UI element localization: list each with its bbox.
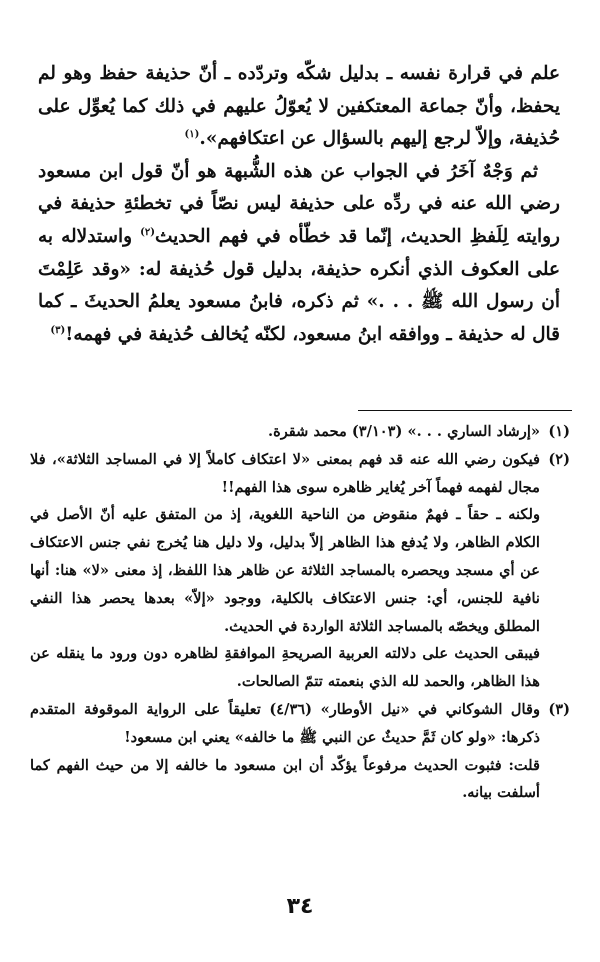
footnote-number: (٣) [548, 700, 570, 718]
footnote-text: وقال الشوكاني في «نيل الأوطار» (٤/٣٦) تعليقاً على الرواية الموقوفة المتقدم ذكرها: «ولو كان ثَمَّ حديثٌ عن النبي ﷺ ما خالفه» يعني ابن مسعود! [30, 700, 541, 746]
footnote-2 [30, 446, 570, 696]
footnote-separator [358, 410, 572, 411]
main-paragraph-1 [38, 58, 560, 156]
footnote-text: قلت: فثبوت الحديث مرفوعاً يؤكّد أن ابن مسعود ما خالفه إلا من حيث الفهم كما أسلفت بيانه. [30, 756, 540, 802]
footnotes [30, 418, 570, 807]
footnote-text: «إرشاد الساري . . .» (٣/١٠٣) محمد شقرة. [268, 423, 540, 440]
footnote-ref-1: (١) [184, 129, 200, 141]
footnote-text: فيكون رضي الله عنه قد فهم بمعنى «لا اعتكاف كاملاً إلا في المساجد الثلاثة»، فلا مجال لفهمه فهماً آخر يُغاير ظاهره سوى هذا الفهم!! [30, 450, 540, 496]
footnote-ref-2: (٢) [140, 226, 155, 238]
main-paragraph-2 [38, 156, 560, 352]
main-paragraph-1-text: علم في قرارة نفسه ـ بدليل شكّه وتردّده ـ أنّ حذيفة حفظ وهو لم يحفظ، وأنّ جماعة المعتكفين لا يُعوّلُ عليهم في ذلك كما يُعوِّل على حُذيفة، وإلاّ لرجع إليهم بالسؤال عن اعتكافهم». [38, 63, 560, 150]
footnote-number: (١) [548, 423, 570, 440]
main-paragraph-2-text-a: ثم وَجْهٌ آخَرُ في الجواب عن هذه الشُّبهة هو أنّ قول ابن مسعود رضي الله عنه في ردِّه على حذيفة ليس نصّاً في تخطئةِ حذيفة في روايته لِلَفظِ الحديث، إنّما قد خطّأه في فهم الحديث [38, 160, 560, 247]
main-text [38, 58, 560, 351]
footnote-text: ولكنه ـ حقاً ـ فهمٌ منقوض من الناحية اللغوية، إذ من المتفق عليه أنّ الأصل في الكلام الظاهر، ولا يُدفع هذا الظاهر إلاّ بدليل، ولا دليل هنا يُخرج نفي جنس الاعتكاف عن أي مسجد ويحصره بالمساجد الثلاثة عن ظاهر هذا اللفظ، إذ معنى «لا» هنا: أنها نافية للجنس، أي: جنس الاعتكاف بالكلية، ووجود «إلاّ» بعدها يحصر هذا النفي المطلق ويخصّه بالمساجد الثلاثة الواردة في الحديث. [30, 506, 540, 635]
footnote-ref-3: (٣) [50, 324, 66, 336]
footnote-text: فيبقى الحديث على دلالته العربية الصريحةِ الموافقةِ لظاهره دون ورود ما ينقله عن هذا الظاهر، والحمد لله الذي بنعمته تتمّ الصالحات. [30, 645, 540, 691]
page-number: ٣٤ [286, 894, 314, 919]
footnote-1 [30, 418, 570, 446]
footnote-3 [30, 696, 570, 807]
main-paragraph-2-text-b: واستدلاله به على العكوف الذي أنكره حذيفة، بدليل قول حُذيفة له: «وقد عَلِمْتَ أن رسول الله ﷺ . . .» ثم ذكره، فابنُ مسعود يعلمُ الحديثَ ـ كما قال له حذيفة ـ ووافقه ابنُ مسعود، لكنّه يُخالف حُذيفة في فهمه! [38, 225, 560, 345]
footnote-number: (٢) [548, 450, 570, 468]
